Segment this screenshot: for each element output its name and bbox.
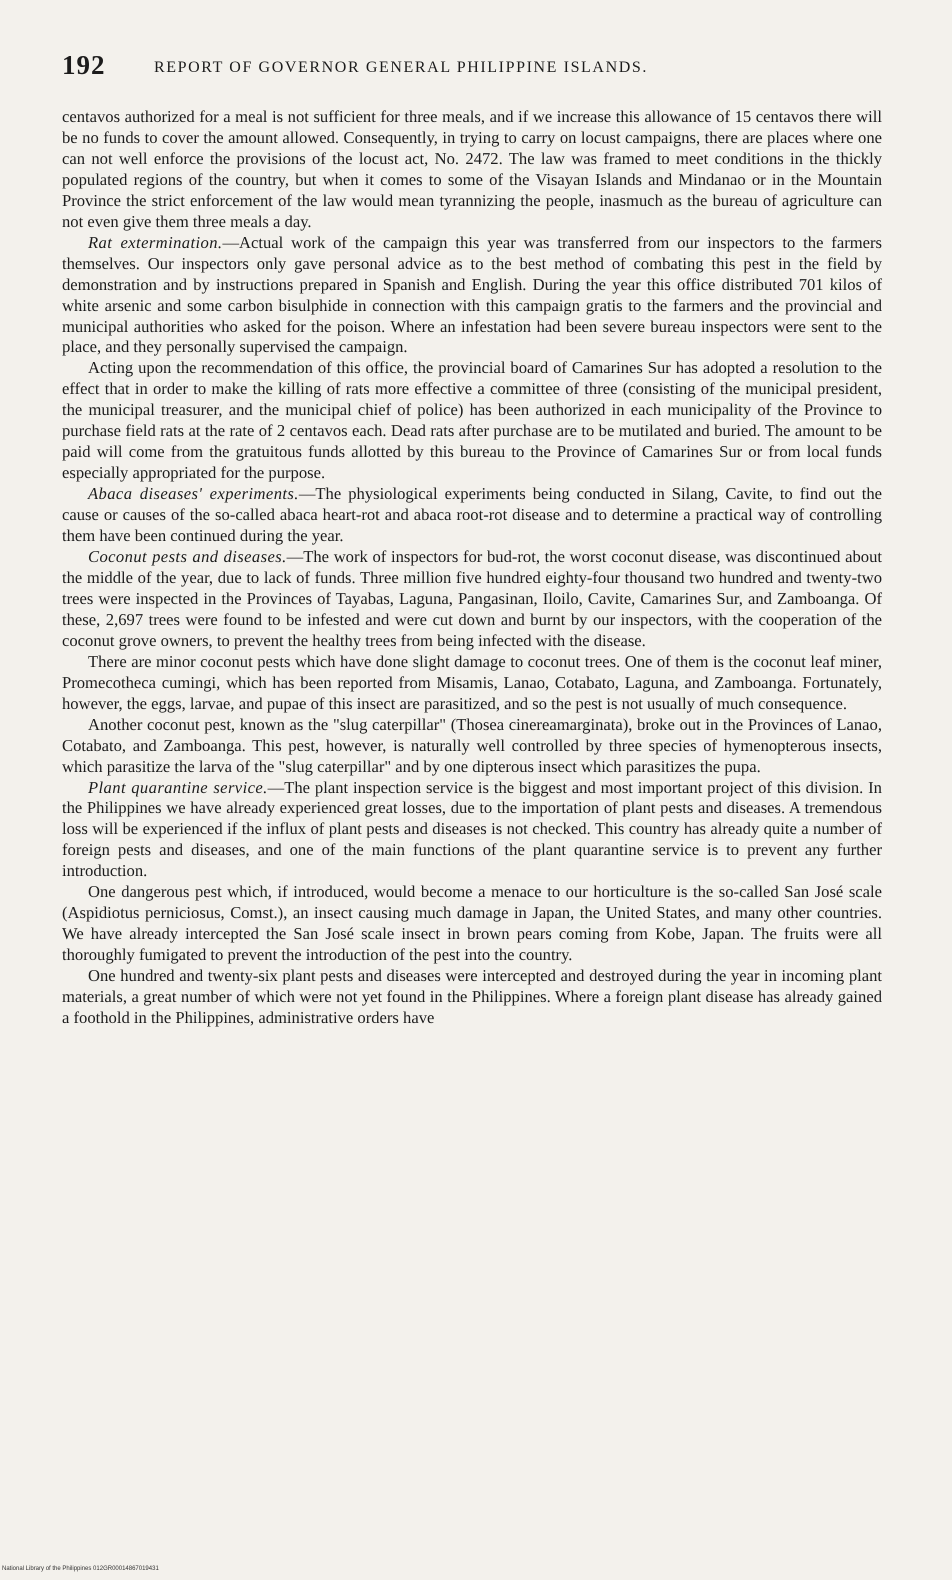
- paragraph: One dangerous pest which, if introduced, would become a menace to our horticulture is the so-called San José scale (Aspidiotus perniciosus, Comst.), an insect causing much damage in Japan, the United States, and many other countries. We have already intercepted the San José scale insect in brown pears coming from Kobe, Japan. The fruits were all thoroughly fumigated to prevent the introduction of the pest into the country.: [62, 882, 882, 965]
- paragraph: Another coconut pest, known as the "slug caterpillar" (Thosea cinereamarginata), broke out in the Provinces of Lanao, Cotabato, and Zamboanga. This pest, however, is naturally well controlled by three species of hymenopterous insects, which parasitize the larva of the "slug caterpillar" and by one dipterous insect which parasitizes the pupa.: [62, 714, 882, 776]
- paragraph: There are minor coconut pests which have done slight damage to coconut trees. One of them is the coconut leaf miner, Promecotheca cumingi, which has been reported from Misamis, Lanao, Cotabato, Laguna, and Zamboanga. Fortunately, however, the eggs, larvae, and pupae of this insect are parasitized, and so the pest is not usually of much consequence.: [62, 651, 882, 713]
- library-credit: National Library of the Philippines 012GR00014867019431: [2, 1566, 159, 1572]
- paragraph: centavos authorized for a meal is not sufficient for three meals, and if we increase this allowance of 15 centavos there will be no funds to cover the amount allowed. Consequently, in trying to carry on locust campaigns, there are places where one can not well enforce the provisions of the locust act, No. 2472. The law was framed to meet conditions in the thickly populated regions of the country, but when it comes to some of the Visayan Islands and Mindanao or in the Mountain Province the strict enforcement of the law would mean tyrannizing the people, inasmuch as the bureau of agriculture can not even give them three meals a day.: [62, 107, 882, 231]
- paragraph: Acting upon the recommendation of this office, the provincial board of Camarines Sur has adopted a resolution to the effect that in order to make the killing of rats more effective a committee of three (consisting of the municipal president, the municipal treasurer, and the municipal chief of police) has been authorized in each municipality of the Province to purchase field rats at the rate of 2 centavos each. Dead rats after purchase are to be mutilated and buried. The amount to be paid will come from the gratuitous funds allotted by this bureau to the Province of Camarines Sur or from local funds especially appropriated for the purpose.: [62, 358, 882, 483]
- paragraph: Abaca diseases' experiments.—The physiological experiments being conducted in Silang, Cavite, to find out the cause or causes of the so-called abaca heart-rot and abaca root-rot disease and to determine a practical way of controlling them have been continued during the year.: [62, 484, 882, 546]
- section-lead: Rat extermination.: [88, 232, 223, 252]
- paragraph: Coconut pests and diseases.—The work of inspectors for bud-rot, the worst coconut disease, was discontinued about the middle of the year, due to lack of funds. Three million five hundred eighty-four thousand two hundred and twenty-two trees were inspected in the Provinces of Tayabas, Laguna, Pangasinan, Iloilo, Cavite, Camarines Sur, and Zamboanga. Of these, 2,697 trees were found to be infested and were cut down and burnt by our inspectors, with the cooperation of the coconut grove owners, to prevent the healthy trees from being infected with the disease.: [62, 547, 882, 650]
- page-header: [62, 50, 882, 90]
- paragraph: Plant quarantine service.—The plant inspection service is the biggest and most important project of this division. In the Philippines we have already experienced great losses, due to the importation of plant pests and diseases. A tremendous loss will be experienced if the influx of plant pests and diseases is not checked. This country has already quite a number of foreign pests and diseases, and one of the main functions of the plant quarantine service is to prevent any further introduction.: [62, 777, 882, 881]
- paragraph: One hundred and twenty-six plant pests and diseases were intercepted and destroyed during the year in incoming plant materials, a great number of which were not yet found in the Philippines. Where a foreign plant disease has already gained a foothold in the Philippines, administrative orders have: [62, 966, 882, 1027]
- paragraph: Rat extermination.—Actual work of the campaign this year was transferred from our inspectors to the farmers themselves. Our inspectors only gave personal advice as to the best method of combating this pest in the field by demonstration and by instructions prepared in Spanish and English. During the year this office distributed 701 kilos of white arsenic and some carbon bisulphide in connection with this campaign gratis to the farmers and the provincial and municipal authorities who asked for the poison. Where an infestation had been severe bureau inspectors were sent to the place, and they personally supervised the campaign.: [62, 232, 882, 357]
- section-lead: Plant quarantine service.: [88, 777, 268, 797]
- body-text: [62, 107, 882, 1029]
- running-title: REPORT OF GOVERNOR GENERAL PHILIPPINE ISLANDS.: [154, 59, 648, 76]
- section-lead: Abaca diseases' experiments.: [88, 484, 299, 504]
- page-number: 192: [62, 50, 106, 80]
- section-lead: Coconut pests and diseases.: [88, 547, 287, 567]
